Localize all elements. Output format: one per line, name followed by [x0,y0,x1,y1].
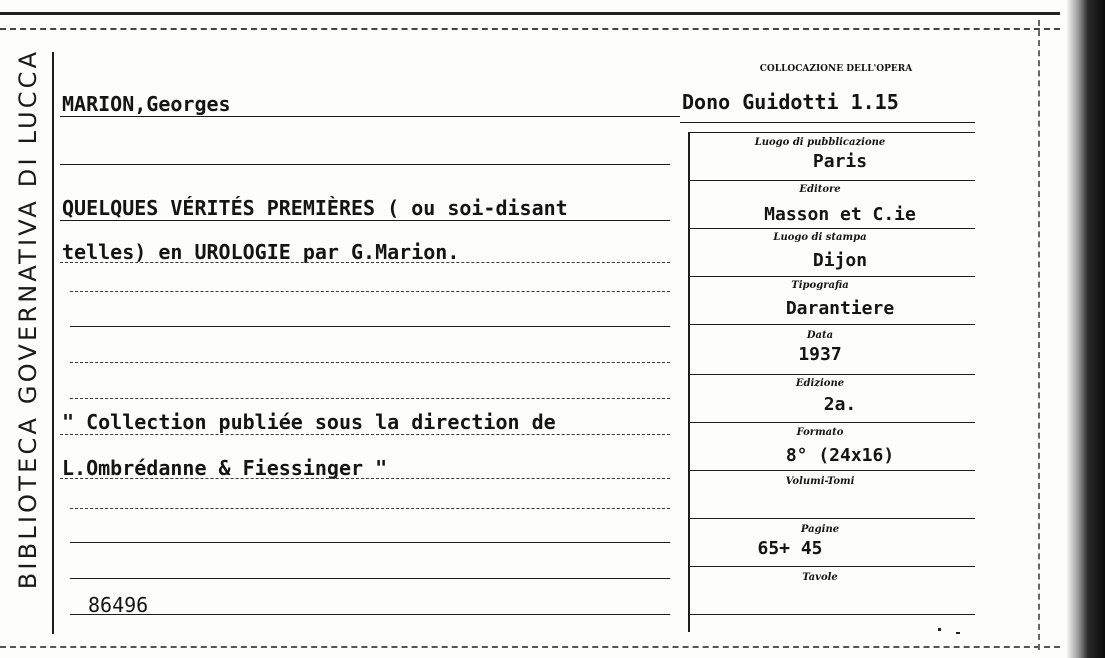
ruled-line-8 [70,578,670,579]
inventory-number: 86496 [88,593,149,617]
ruled-line-7 [70,542,670,543]
ruled-line-5 [70,398,670,399]
field-line-7 [690,470,975,471]
field-line-9 [690,566,975,567]
field-value-formato: 8° (24x16) [785,445,895,466]
field-label-luogo-pubblicazione: Luogo di pubblicazione [754,137,886,148]
author-name: MARION,Georges [62,92,231,116]
field-label-editore: Editore [799,184,841,195]
field-label-formato: Formato [796,427,844,438]
note-line-1: " Collection publiée sous la direction de [62,410,556,434]
field-label-luogo-stampa: Luogo di stampa [773,232,867,243]
note-underline-2 [60,478,670,479]
inventory-underline [70,614,670,615]
field-value-luogo-pubblicazione: Paris [812,151,868,172]
field-line-3 [690,276,975,277]
field-label-volumi-tomi: Volumi-Tomi [785,476,855,487]
field-value-editore: Masson et C.ie [764,204,916,225]
title-underline-2 [60,262,670,263]
field-value-edizione: 2a. [823,394,857,415]
field-value-data: 1937 [798,344,842,365]
field-line-10 [690,614,975,615]
title-line-2: telles) en UROLOGIE par G.Marion. [62,240,460,264]
ruled-line-4 [70,362,670,363]
field-value-tipografia: Darantiere [785,298,895,319]
ruled-line-2 [70,291,670,292]
field-value-luogo-stampa: Dijon [812,250,868,271]
field-value-pagine: 65+ 45 [757,538,823,559]
ruled-line-3 [70,326,670,327]
top-border-line [0,12,1060,15]
fields-top-line [690,132,975,133]
shelfmark-underline [680,122,975,123]
title-underline-1 [60,220,670,221]
field-label-tipografia: Tipografia [791,280,849,291]
ruled-line-1 [60,164,670,165]
scan-dark-edge [1067,0,1105,658]
field-label-data: Data [806,330,834,341]
field-label-edizione: Edizione [795,378,845,389]
field-line-5 [690,374,975,375]
top-scan-noise [0,28,1060,30]
collocation-label: COLLOCAZIONE DELL'OPERA [759,64,913,74]
note-line-2: L.Ombrédanne & Fiessinger " [62,456,388,480]
bottom-scan-noise [0,646,1060,648]
field-line-8 [690,518,975,519]
field-line-2 [690,228,975,229]
shelfmark: Dono Guidotti 1.15 [682,90,899,114]
scan-speck [956,632,960,634]
title-line-1: QUELQUES VÉRITÉS PREMIÈRES ( ou soi-disant [62,196,568,220]
left-border-line [52,52,54,634]
ruled-line-6 [70,508,670,509]
field-line-4 [690,324,975,325]
field-line-1 [690,180,975,181]
scan-speck [938,628,941,631]
field-label-tavole: Tavole [802,572,838,583]
card-right-edge [1038,20,1040,650]
field-line-6 [690,422,975,423]
library-name: BIBLIOTECA GOVERNATIVA DI LUCCA [14,48,42,590]
note-underline-1 [60,434,670,435]
author-underline [60,116,680,117]
field-label-pagine: Pagine [800,524,840,535]
